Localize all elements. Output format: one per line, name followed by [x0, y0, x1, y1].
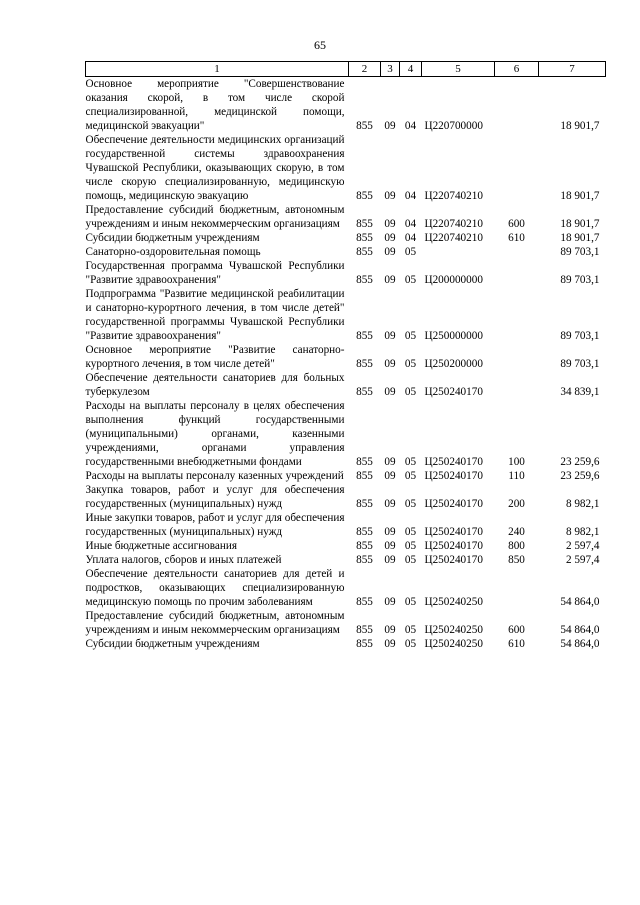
expense-type-code	[495, 287, 539, 343]
section-code: 09	[384, 232, 396, 244]
expense-type-code: 600	[508, 218, 525, 230]
grbs-code: 855	[356, 540, 373, 552]
amount: 18 901,7	[560, 218, 600, 230]
target-article-code: Ц220740210	[424, 218, 483, 230]
grbs-code: 855	[356, 232, 373, 244]
grbs-code: 855	[356, 638, 373, 650]
item-name: Обеспечение деятельности санаториев для больных туберкулезом	[85, 372, 345, 398]
subsection-code: 04	[404, 218, 417, 230]
section-code: 09	[384, 526, 396, 538]
amount: 23 259,6	[560, 456, 600, 468]
expense-type-code: 600	[508, 624, 525, 636]
section-code: 09	[384, 456, 396, 468]
table-row	[86, 483, 606, 511]
item-name: Санаторно-оздоровительная помощь	[85, 246, 261, 258]
target-article-code: Ц250240170	[424, 470, 483, 482]
expense-type-code	[495, 77, 539, 134]
amount: 89 703,1	[560, 274, 600, 286]
expense-type-code	[495, 259, 539, 287]
table-row	[86, 287, 606, 343]
table-row	[86, 343, 606, 371]
table-row	[86, 609, 606, 637]
target-article-code: Ц250240170	[424, 498, 483, 510]
column-header: 7	[539, 62, 606, 77]
target-article-code: Ц250240250	[424, 638, 483, 650]
target-article-code: Ц250240250	[424, 596, 483, 608]
subsection-code: 04	[404, 190, 417, 202]
item-name: Закупка товаров, работ и услуг для обеспечения государственных (муниципальных) нужд	[85, 484, 345, 510]
table-row	[86, 399, 606, 469]
subsection-code: 05	[404, 540, 417, 552]
subsection-code: 05	[404, 596, 417, 608]
item-name: Иные закупки товаров, работ и услуг для обеспечения государственных (муниципальных) нужд	[85, 512, 345, 538]
amount: 89 703,1	[560, 330, 600, 342]
header-row	[86, 62, 606, 77]
item-name: Основное мероприятие "Совершенствование оказания скорой, в том числе скорой специализированной, медицинской помощи, медицинской эвакуации"	[85, 78, 345, 132]
section-code: 09	[384, 274, 396, 286]
table-row	[86, 539, 606, 553]
subsection-code: 05	[404, 358, 417, 370]
column-header: 4	[400, 62, 422, 77]
amount: 2 597,4	[565, 554, 600, 566]
subsection-code: 05	[404, 624, 417, 636]
item-name: Основное мероприятие "Развитие санаторно-курортного лечения, в том числе детей"	[85, 344, 345, 370]
column-header: 3	[381, 62, 400, 77]
item-name: Подпрограмма "Развитие медицинской реабилитации и санаторно-курортного лечения, в том числе детей" государственной программы Чувашской Республики "Развитие здравоохранения"	[85, 288, 345, 342]
grbs-code: 855	[356, 470, 373, 482]
expense-type-code: 610	[508, 638, 525, 650]
section-code: 09	[384, 358, 396, 370]
expense-type-code: 610	[508, 232, 525, 244]
table-header	[86, 62, 606, 77]
column-header: 5	[422, 62, 495, 77]
grbs-code: 855	[356, 330, 373, 342]
section-code: 09	[384, 624, 396, 636]
amount: 18 901,7	[560, 120, 600, 132]
table-row	[86, 637, 606, 651]
item-name: Предоставление субсидий бюджетным, автономным учреждениям и иным некоммерческим организациям	[85, 610, 345, 636]
grbs-code: 855	[356, 456, 373, 468]
target-article-code: Ц250200000	[424, 358, 483, 370]
expense-type-code: 850	[508, 554, 525, 566]
amount: 54 864,0	[560, 596, 600, 608]
grbs-code: 855	[356, 596, 373, 608]
target-article-code: Ц250240170	[424, 456, 483, 468]
grbs-code: 855	[356, 120, 373, 132]
section-code: 09	[384, 120, 396, 132]
table-row	[86, 553, 606, 567]
expense-type-code	[495, 343, 539, 371]
section-code: 09	[384, 218, 396, 230]
grbs-code: 855	[356, 246, 373, 258]
item-name: Уплата налогов, сборов и иных платежей	[85, 554, 282, 566]
section-code: 09	[384, 330, 396, 342]
item-name: Расходы на выплаты персоналу в целях обеспечения выполнения функций государственными (муниципальными) органами, казенными учреждениями, органами управления государственными внебюджетными фондами	[85, 400, 345, 468]
amount: 89 703,1	[560, 358, 600, 370]
target-article-code: Ц250240170	[424, 526, 483, 538]
page-number: 65	[314, 38, 326, 52]
subsection-code: 05	[404, 330, 417, 342]
subsection-code: 05	[404, 470, 417, 482]
budget-table	[85, 61, 606, 651]
grbs-code: 855	[356, 190, 373, 202]
amount: 54 864,0	[560, 624, 600, 636]
target-article-code: Ц250240170	[424, 540, 483, 552]
grbs-code: 855	[356, 358, 373, 370]
grbs-code: 855	[356, 274, 373, 286]
section-code: 09	[384, 246, 396, 258]
section-code: 09	[384, 540, 396, 552]
item-name: Государственная программа Чувашской Республики "Развитие здравоохранения"	[85, 260, 345, 286]
expense-type-code: 110	[508, 470, 525, 482]
table-row	[86, 567, 606, 609]
expense-type-code	[495, 245, 539, 259]
item-name: Обеспечение деятельности медицинских организаций государственной системы здравоохранения Чувашской Республики, оказывающих скорую, в том числе скорую специализированную, медицинскую помощь, медицинскую эвакуацию	[85, 134, 345, 202]
amount: 89 703,1	[560, 246, 600, 258]
amount: 2 597,4	[565, 540, 600, 552]
table-row	[86, 371, 606, 399]
grbs-code: 855	[356, 624, 373, 636]
table-row	[86, 245, 606, 259]
section-code: 09	[384, 386, 396, 398]
item-name: Иные бюджетные ассигнования	[85, 540, 237, 552]
section-code: 09	[384, 596, 396, 608]
amount: 23 259,6	[560, 470, 600, 482]
column-header: 6	[495, 62, 539, 77]
grbs-code: 855	[356, 386, 373, 398]
expense-type-code	[495, 567, 539, 609]
table-row	[86, 259, 606, 287]
item-name: Обеспечение деятельности санаториев для детей и подростков, оказывающих специализированную медицинскую помощь по прочим заболеваниям	[85, 568, 345, 608]
grbs-code: 855	[356, 554, 373, 566]
grbs-code: 855	[356, 498, 373, 510]
expense-type-code	[495, 371, 539, 399]
item-name: Предоставление субсидий бюджетным, автономным учреждениям и иным некоммерческим организациям	[85, 204, 345, 230]
subsection-code: 04	[404, 120, 417, 132]
grbs-code: 855	[356, 218, 373, 230]
amount: 18 901,7	[560, 190, 600, 202]
table-row	[86, 133, 606, 203]
item-name: Субсидии бюджетным учреждениям	[85, 232, 260, 244]
column-header: 1	[86, 62, 349, 77]
grbs-code: 855	[356, 526, 373, 538]
subsection-code: 05	[404, 498, 417, 510]
section-code: 09	[384, 638, 396, 650]
section-code: 09	[384, 498, 396, 510]
expense-type-code: 800	[508, 540, 525, 552]
subsection-code: 05	[404, 638, 417, 650]
target-article-code: Ц250240170	[424, 554, 483, 566]
item-name: Расходы на выплаты персоналу казенных учреждений	[85, 470, 344, 482]
subsection-code: 05	[404, 386, 417, 398]
subsection-code: 04	[404, 232, 417, 244]
subsection-code: 05	[404, 526, 417, 538]
table-row	[86, 511, 606, 539]
amount: 8 982,1	[565, 498, 600, 510]
column-header: 2	[349, 62, 381, 77]
table-row	[86, 203, 606, 231]
table-row	[86, 231, 606, 245]
subsection-code: 05	[404, 554, 417, 566]
target-article-code: Ц220740210	[424, 190, 483, 202]
subsection-code: 05	[404, 456, 417, 468]
expense-type-code: 200	[508, 498, 525, 510]
table-row	[86, 77, 606, 134]
target-article-code	[422, 245, 495, 259]
target-article-code: Ц220740210	[424, 232, 483, 244]
expense-type-code: 240	[508, 526, 525, 538]
table-row	[86, 469, 606, 483]
target-article-code: Ц200000000	[424, 274, 483, 286]
amount: 54 864,0	[560, 638, 600, 650]
table-body	[86, 77, 606, 652]
target-article-code: Ц250240250	[424, 624, 483, 636]
amount: 18 901,7	[560, 232, 600, 244]
target-article-code: Ц250000000	[424, 330, 483, 342]
target-article-code: Ц220700000	[424, 120, 483, 132]
item-name: Субсидии бюджетным учреждениям	[85, 638, 260, 650]
subsection-code: 05	[404, 246, 417, 258]
amount: 8 982,1	[565, 526, 600, 538]
section-code: 09	[384, 190, 396, 202]
expense-type-code	[495, 133, 539, 203]
expense-type-code: 100	[508, 456, 525, 468]
section-code: 09	[384, 470, 396, 482]
subsection-code: 05	[404, 274, 417, 286]
amount: 34 839,1	[560, 386, 600, 398]
target-article-code: Ц250240170	[424, 386, 483, 398]
section-code: 09	[384, 554, 396, 566]
